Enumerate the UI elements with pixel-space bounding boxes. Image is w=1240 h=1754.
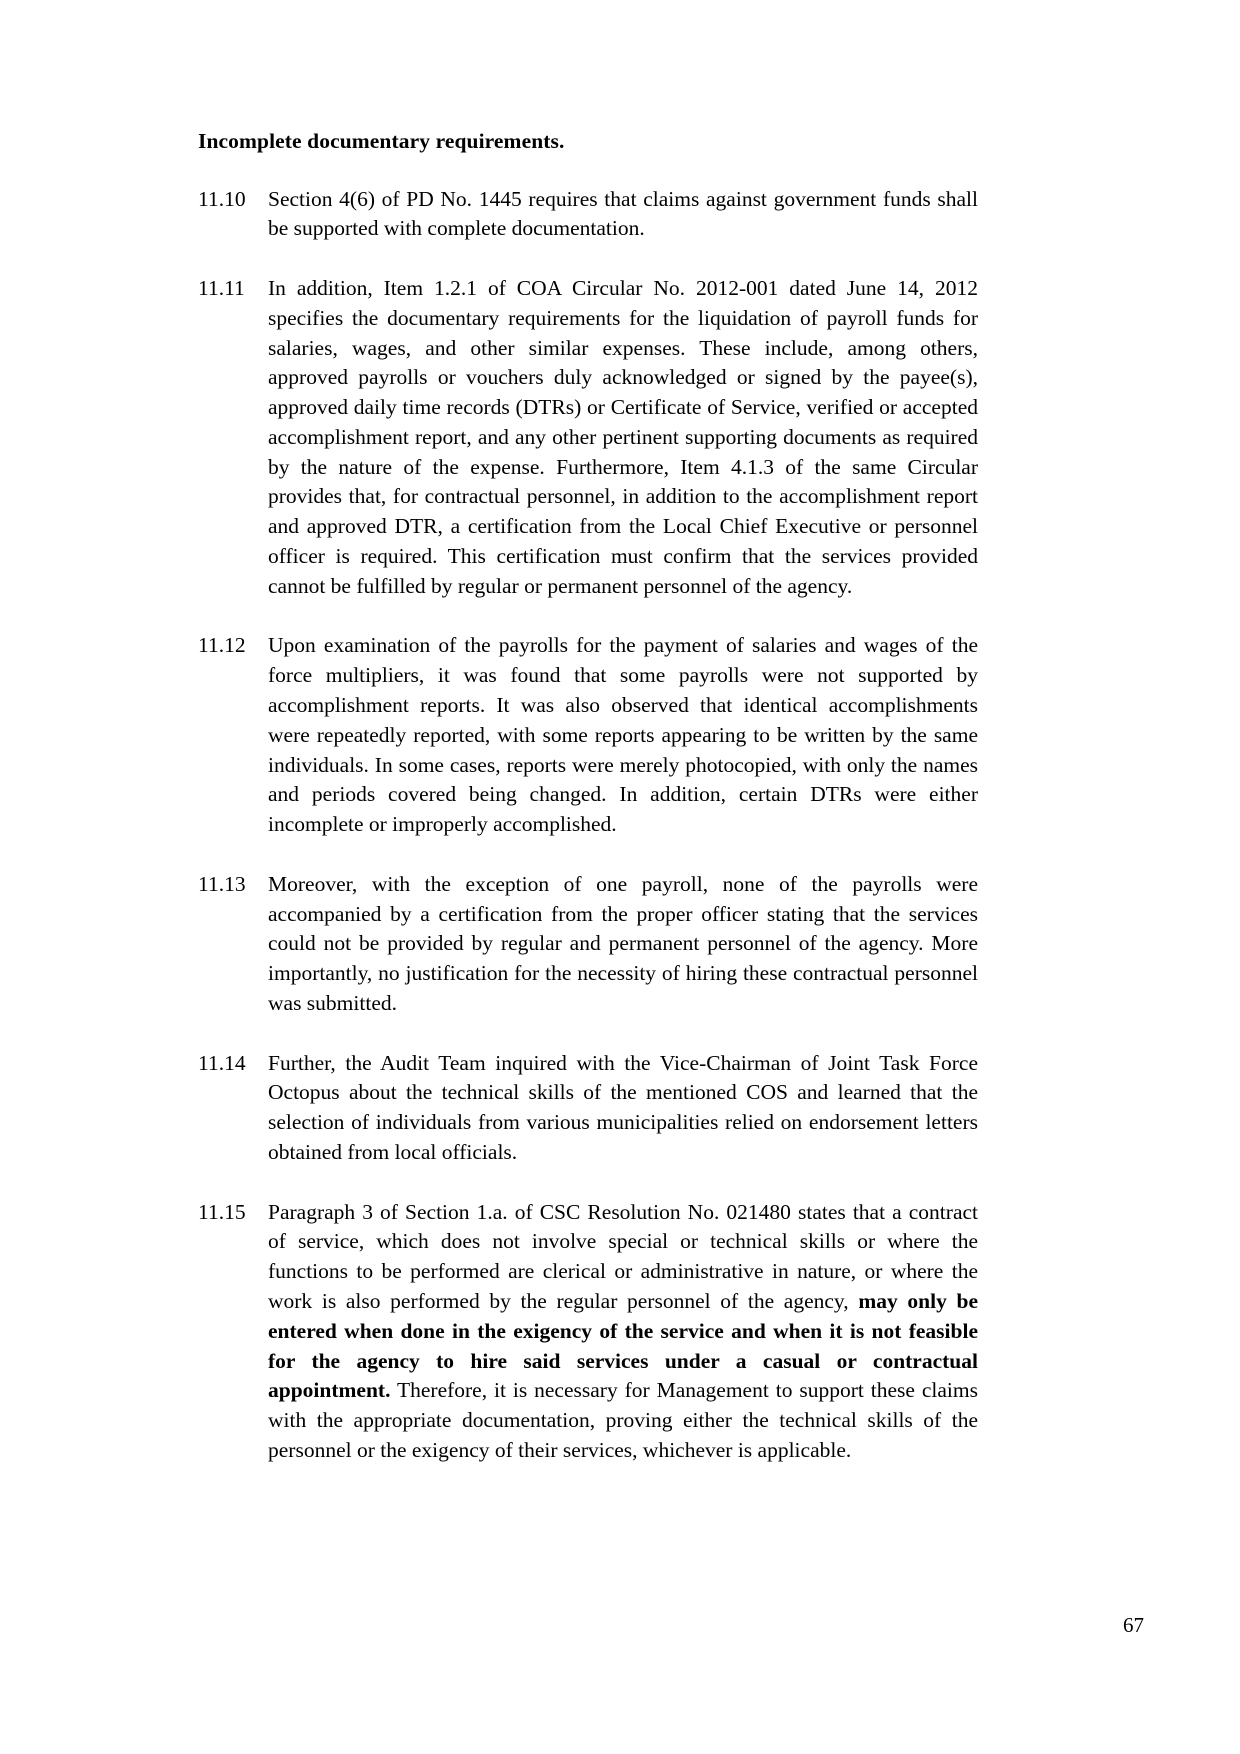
paragraph-11-15 [198,1198,978,1466]
paragraph-text [268,1198,978,1466]
section-heading: Incomplete documentary requirements. [198,129,565,153]
paragraph-text: Section 4(6) of PD No. 1445 requires that claims against government funds shall be supported with complete documentation. [268,186,978,241]
paragraph-text-emphasis: may only be entered when done in the exigency of the service and when it is not feasible for the agency to hire said services under a casual or contractual appointment. [268,1289,978,1403]
paragraph-text: Upon examination of the payrolls for the payment of salaries and wages of the force multipliers, it was found that some payrolls were not supported by accomplishment reports. It was also observed that identical accomplishments were repeatedly reported, with some reports appearing to be written by the same individuals. In some cases, reports were merely photocopied, with only the names and periods covered being changed. In addition, certain DTRs were either incomplete or improperly accomplished. [268,633,978,837]
paragraph-11-13 [198,870,978,1019]
paragraph-number: 11.15 [198,1199,246,1224]
paragraph-11-11 [198,274,978,601]
paragraph-number: 11.10 [198,186,246,211]
paragraph-number: 11.11 [198,276,245,301]
paragraph-text: Moreover, with the exception of one payroll, none of the payrolls were accompanied by a certification from the proper officer stating that the services could not be provided by regular and permanent personnel of the agency. More importantly, no justification for the necessity of hiring these contractual personnel was submitted. [268,871,978,1015]
paragraph-11-12 [198,631,978,839]
paragraph-number: 11.14 [198,1050,246,1075]
paragraph-11-14 [198,1049,978,1168]
paragraph-text-leading: Paragraph 3 of Section 1.a. of CSC Resolution No. 021480 states that a contract of service, which does not involve special or technical skills or where the functions to be performed are clerical or administrative in nature, or where the work is also performed by the regular personnel of the agency, [268,1199,978,1314]
paragraph-text: In addition, Item 1.2.1 of COA Circular No. 2012-001 dated June 14, 2012 specifies the documentary requirements for the liquidation of payroll funds for salaries, wages, and other similar expenses. These include, among others, approved payrolls or vouchers duly acknowledged or signed by the payee(s), approved daily time records (DTRs) or Certificate of Service, verified or accepted accomplishment report, and any other pertinent supporting documents as required by the nature of the expense. Furthermore, Item 4.1.3 of the same Circular provides that, for contractual personnel, in addition to the accomplishment report and approved DTR, a certification from the Local Chief Executive or personnel officer is required. This certification must confirm that the services provided cannot be fulfilled by regular or permanent personnel of the agency. [268,276,978,598]
paragraph-text-trailing: Therefore, it is necessary for Management to support these claims with the appropriate documentation, proving either the technical skills of the personnel or the exigency of their services, whichever is applicable. [268,1378,978,1462]
paragraph-number: 11.12 [198,633,246,658]
paragraph-number: 11.13 [198,871,246,896]
paragraph-11-10 [198,185,978,245]
paragraph-text: Further, the Audit Team inquired with the Vice-Chairman of Joint Task Force Octopus about the technical skills of the mentioned COS and learned that the selection of individuals from various municipalities relied on endorsement letters obtained from local officials. [268,1050,978,1164]
page-number: 67 [1123,1613,1144,1637]
page-content [198,128,978,1496]
